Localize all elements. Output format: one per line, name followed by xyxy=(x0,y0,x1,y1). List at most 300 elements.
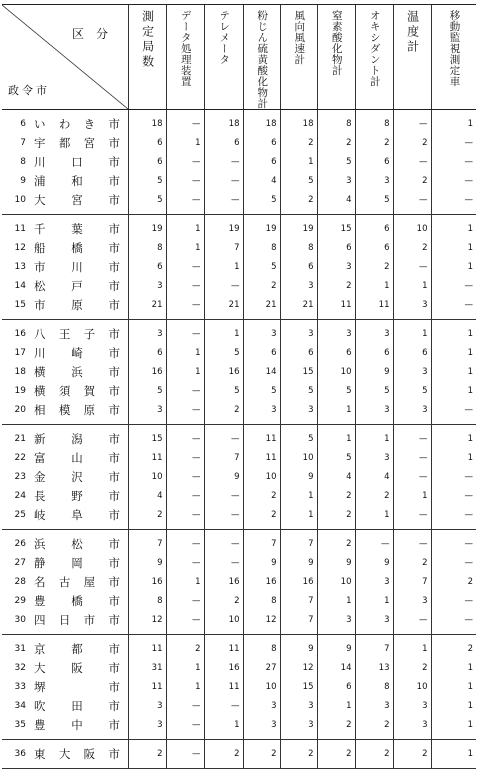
row-number: 6 xyxy=(20,118,26,129)
value-cell: 6 xyxy=(317,343,355,362)
value-cell: 3 xyxy=(128,400,166,419)
value-cell: — xyxy=(204,171,243,190)
value-cell: — xyxy=(431,467,476,486)
value-cell: 11 xyxy=(243,448,280,467)
value-cell: 11 xyxy=(355,295,393,314)
value-cell: 3 xyxy=(355,400,393,419)
value-cell: 3 xyxy=(355,324,393,343)
city-name xyxy=(30,696,128,715)
table-row xyxy=(2,190,476,209)
table-row xyxy=(2,658,476,677)
value-cell: 1 xyxy=(317,696,355,715)
value-cell: 1 xyxy=(431,696,476,715)
value-cell: 19 xyxy=(243,219,280,238)
city-name-text: い わ き 市 xyxy=(34,116,120,131)
value-cell: 3 xyxy=(355,171,393,190)
value-cell: — xyxy=(166,429,204,448)
value-cell: 21 xyxy=(128,295,166,314)
table-row xyxy=(2,715,476,734)
value-cell: — xyxy=(166,152,204,171)
city-name-text: 豊 橋 市 xyxy=(34,593,120,608)
value-cell: 2 xyxy=(204,400,243,419)
value-cell: 2 xyxy=(243,276,280,295)
value-cell: 5 xyxy=(317,152,355,171)
row-number: 29 xyxy=(14,595,26,606)
table-row xyxy=(2,534,476,553)
value-cell: — xyxy=(204,190,243,209)
value-cell: 11 xyxy=(204,639,243,658)
value-cell: 7 xyxy=(280,534,317,553)
value-cell: 12 xyxy=(128,610,166,629)
value-cell: 1 xyxy=(431,381,476,400)
value-cell: — xyxy=(204,534,243,553)
table-row xyxy=(2,677,476,696)
city-name-text: 市 原 市 xyxy=(34,297,120,312)
city-name xyxy=(30,343,128,362)
table-row xyxy=(2,219,476,238)
value-cell: — xyxy=(166,257,204,276)
value-cell: 2 xyxy=(317,715,355,734)
row-number: 34 xyxy=(14,700,26,711)
city-name xyxy=(30,133,128,152)
value-cell: 2 xyxy=(204,591,243,610)
value-cell: — xyxy=(166,486,204,505)
row-number: 27 xyxy=(14,557,26,568)
city-name-text: 豊 中 市 xyxy=(34,717,120,732)
city-name xyxy=(30,572,128,591)
value-cell: 2 xyxy=(355,257,393,276)
value-cell: 12 xyxy=(280,658,317,677)
value-cell: 2 xyxy=(393,238,431,257)
col-header-thermometer: 温度計 xyxy=(393,5,431,110)
city-name-text: 浦 和 市 xyxy=(34,173,120,188)
value-cell: 27 xyxy=(243,658,280,677)
value-cell: — xyxy=(431,171,476,190)
city-name xyxy=(30,324,128,343)
city-name xyxy=(30,467,128,486)
value-cell: — xyxy=(393,534,431,553)
value-cell: 1 xyxy=(431,744,476,763)
value-cell: 1 xyxy=(280,505,317,524)
city-name xyxy=(30,190,128,209)
value-cell: 5 xyxy=(317,448,355,467)
header-row xyxy=(2,5,476,110)
value-cell: 3 xyxy=(243,715,280,734)
city-monitoring-table-document xyxy=(2,4,476,769)
value-cell: 8 xyxy=(128,591,166,610)
value-cell: 2 xyxy=(317,276,355,295)
value-cell: — xyxy=(166,715,204,734)
value-cell: 11 xyxy=(204,677,243,696)
value-cell: 10 xyxy=(280,448,317,467)
value-cell: 21 xyxy=(280,295,317,314)
value-cell: 16 xyxy=(204,572,243,591)
value-cell: 2 xyxy=(431,572,476,591)
value-cell: 1 xyxy=(166,658,204,677)
value-cell: — xyxy=(393,257,431,276)
value-cell: — xyxy=(166,400,204,419)
value-cell: 16 xyxy=(128,362,166,381)
value-cell: 3 xyxy=(317,171,355,190)
value-cell: 3 xyxy=(393,715,431,734)
value-cell: — xyxy=(431,276,476,295)
row-number: 15 xyxy=(14,299,26,310)
value-cell: 31 xyxy=(128,658,166,677)
value-cell: 16 xyxy=(204,658,243,677)
value-cell: 3 xyxy=(317,610,355,629)
value-cell: 4 xyxy=(128,486,166,505)
city-name xyxy=(30,381,128,400)
city-name xyxy=(30,429,128,448)
value-cell: 10 xyxy=(128,467,166,486)
value-cell: 1 xyxy=(166,343,204,362)
city-name-text: 川 崎 市 xyxy=(34,345,120,360)
value-cell: 6 xyxy=(128,133,166,152)
city-name-text: 相 模 原 市 xyxy=(34,402,120,417)
value-cell: — xyxy=(166,553,204,572)
row-number: 32 xyxy=(14,662,26,673)
table-row xyxy=(2,257,476,276)
value-cell: 19 xyxy=(204,219,243,238)
value-cell: 5 xyxy=(355,381,393,400)
value-cell: — xyxy=(166,190,204,209)
city-name-text: 長 野 市 xyxy=(34,488,120,503)
row-number: 9 xyxy=(20,175,26,186)
value-cell: 1 xyxy=(204,257,243,276)
value-cell: 1 xyxy=(431,448,476,467)
value-cell: 3 xyxy=(393,591,431,610)
value-cell: 5 xyxy=(128,171,166,190)
value-cell: 8 xyxy=(243,591,280,610)
city-name xyxy=(30,591,128,610)
value-cell: 1 xyxy=(317,591,355,610)
value-cell: 1 xyxy=(204,324,243,343)
row-number: 8 xyxy=(20,156,26,167)
value-cell: — xyxy=(393,448,431,467)
city-name-text: 大 宮 市 xyxy=(34,192,120,207)
city-name-text: 堺 市 xyxy=(34,679,120,694)
city-name xyxy=(30,152,128,171)
city-name xyxy=(30,362,128,381)
city-name xyxy=(30,400,128,419)
value-cell: 19 xyxy=(128,219,166,238)
value-cell: 1 xyxy=(166,238,204,257)
value-cell: 1 xyxy=(431,677,476,696)
value-cell: — xyxy=(393,152,431,171)
row-number: 24 xyxy=(14,490,26,501)
value-cell: 10 xyxy=(393,677,431,696)
value-cell: — xyxy=(393,467,431,486)
value-cell: 3 xyxy=(280,696,317,715)
value-cell: 2 xyxy=(393,744,431,763)
row-number: 16 xyxy=(14,328,26,339)
value-cell: 3 xyxy=(243,696,280,715)
value-cell: 1 xyxy=(166,219,204,238)
value-cell: 1 xyxy=(431,238,476,257)
value-cell: 3 xyxy=(280,715,317,734)
value-cell: — xyxy=(166,534,204,553)
value-cell: 1 xyxy=(431,343,476,362)
value-cell: 1 xyxy=(355,591,393,610)
city-name-text: 松 戸 市 xyxy=(34,278,120,293)
city-name-text: 八 王 子 市 xyxy=(34,326,120,341)
value-cell: 1 xyxy=(355,429,393,448)
value-cell: 9 xyxy=(243,553,280,572)
value-cell: — xyxy=(431,610,476,629)
value-cell: 9 xyxy=(317,553,355,572)
city-name-text: 京 都 市 xyxy=(34,641,120,656)
value-cell: 1 xyxy=(166,572,204,591)
table-row xyxy=(2,553,476,572)
value-cell: — xyxy=(204,152,243,171)
value-cell: 2 xyxy=(166,639,204,658)
value-cell: 6 xyxy=(243,343,280,362)
value-cell: 15 xyxy=(280,362,317,381)
value-cell: 7 xyxy=(280,610,317,629)
value-cell: — xyxy=(166,467,204,486)
value-cell: 2 xyxy=(280,190,317,209)
value-cell: — xyxy=(431,400,476,419)
value-cell: 6 xyxy=(204,133,243,152)
value-cell: 1 xyxy=(431,324,476,343)
value-cell: 5 xyxy=(204,381,243,400)
city-name xyxy=(30,295,128,314)
city-name xyxy=(30,257,128,276)
row-number: 26 xyxy=(14,538,26,549)
value-cell: — xyxy=(166,276,204,295)
table-row xyxy=(2,744,476,763)
value-cell: 6 xyxy=(280,257,317,276)
value-cell: 11 xyxy=(243,429,280,448)
value-cell: 2 xyxy=(355,715,393,734)
value-cell: — xyxy=(431,133,476,152)
row-number: 19 xyxy=(14,385,26,396)
value-cell: 1 xyxy=(393,639,431,658)
value-cell: 15 xyxy=(128,429,166,448)
value-cell: — xyxy=(393,429,431,448)
table-row xyxy=(2,505,476,524)
col-header-wind: 風向風速計 xyxy=(280,5,317,110)
value-cell: 1 xyxy=(393,486,431,505)
row-number: 33 xyxy=(14,681,26,692)
value-cell: 9 xyxy=(317,639,355,658)
value-cell: — xyxy=(431,505,476,524)
table-row xyxy=(2,486,476,505)
value-cell: — xyxy=(431,152,476,171)
value-cell: 1 xyxy=(431,219,476,238)
value-cell: — xyxy=(204,696,243,715)
value-cell: — xyxy=(166,744,204,763)
city-name xyxy=(30,744,128,763)
value-cell: 6 xyxy=(393,343,431,362)
row-number: 25 xyxy=(14,509,26,520)
value-cell: — xyxy=(166,610,204,629)
value-cell: 5 xyxy=(280,429,317,448)
col-header-mobile-van: 移動監視測定車 xyxy=(431,5,476,110)
value-cell: 9 xyxy=(128,553,166,572)
value-cell: 6 xyxy=(128,343,166,362)
value-cell: 14 xyxy=(243,362,280,381)
value-cell: 9 xyxy=(280,553,317,572)
value-cell: 4 xyxy=(317,190,355,209)
value-cell: 2 xyxy=(317,744,355,763)
value-cell: 2 xyxy=(128,505,166,524)
table-row xyxy=(2,610,476,629)
value-cell: 5 xyxy=(243,190,280,209)
city-name xyxy=(30,715,128,734)
value-cell: 13 xyxy=(355,658,393,677)
value-cell: 2 xyxy=(317,486,355,505)
row-number: 31 xyxy=(14,643,26,654)
value-cell: 5 xyxy=(243,381,280,400)
city-name-text: 千 葉 市 xyxy=(34,221,120,236)
city-name-text: 東 大 阪 市 xyxy=(34,746,120,761)
city-name-text: 名 古 屋 市 xyxy=(34,574,120,589)
value-cell: 1 xyxy=(431,658,476,677)
value-cell: 10 xyxy=(204,610,243,629)
value-cell: 3 xyxy=(393,295,431,314)
value-cell: 5 xyxy=(128,381,166,400)
value-cell: 19 xyxy=(280,219,317,238)
value-cell: 3 xyxy=(355,696,393,715)
value-cell: 2 xyxy=(243,744,280,763)
value-cell: 3 xyxy=(393,362,431,381)
value-cell: 5 xyxy=(355,190,393,209)
city-name xyxy=(30,486,128,505)
row-number: 28 xyxy=(14,576,26,587)
value-cell: 1 xyxy=(280,152,317,171)
table-row xyxy=(2,362,476,381)
value-cell: 3 xyxy=(393,400,431,419)
value-cell: 11 xyxy=(128,448,166,467)
value-cell: — xyxy=(431,486,476,505)
table-row xyxy=(2,238,476,257)
table-row xyxy=(2,381,476,400)
value-cell: 11 xyxy=(317,295,355,314)
city-name-text: 横 須 賀 市 xyxy=(34,383,120,398)
value-cell: 21 xyxy=(243,295,280,314)
value-cell: 6 xyxy=(128,152,166,171)
value-cell: 9 xyxy=(355,362,393,381)
table-row xyxy=(2,572,476,591)
value-cell: — xyxy=(204,486,243,505)
value-cell: — xyxy=(393,505,431,524)
value-cell: — xyxy=(166,591,204,610)
value-cell: 1 xyxy=(166,133,204,152)
col-header-oxidant: オキシダント計 xyxy=(355,5,393,110)
city-name-text: 静 岡 市 xyxy=(34,555,120,570)
value-cell: 2 xyxy=(355,744,393,763)
value-cell: 8 xyxy=(243,639,280,658)
city-name-text: 横 浜 市 xyxy=(34,364,120,379)
value-cell: 5 xyxy=(243,257,280,276)
value-cell: 3 xyxy=(128,715,166,734)
table-row xyxy=(2,343,476,362)
city-name-text: 宇 都 宮 市 xyxy=(34,135,120,150)
value-cell: 18 xyxy=(204,114,243,133)
row-number: 13 xyxy=(14,261,26,272)
value-cell: — xyxy=(166,696,204,715)
value-cell: 11 xyxy=(128,639,166,658)
value-cell: 4 xyxy=(243,171,280,190)
value-cell: 2 xyxy=(243,486,280,505)
value-cell: 1 xyxy=(431,715,476,734)
value-cell: 14 xyxy=(317,658,355,677)
value-cell: 7 xyxy=(393,572,431,591)
value-cell: — xyxy=(204,553,243,572)
city-name xyxy=(30,219,128,238)
row-number: 17 xyxy=(14,347,26,358)
city-name-text: 大 阪 市 xyxy=(34,660,120,675)
value-cell: 1 xyxy=(431,114,476,133)
value-cell: 2 xyxy=(317,534,355,553)
stub-header-cell xyxy=(2,5,128,110)
value-cell: 7 xyxy=(204,238,243,257)
city-name xyxy=(30,448,128,467)
value-cell: 1 xyxy=(166,362,204,381)
value-cell: 2 xyxy=(393,171,431,190)
city-name xyxy=(30,553,128,572)
value-cell: 8 xyxy=(128,238,166,257)
row-number: 11 xyxy=(14,223,26,234)
col-header-telemeter: テレメータ xyxy=(204,5,243,110)
value-cell: 16 xyxy=(204,362,243,381)
value-cell: 2 xyxy=(128,744,166,763)
value-cell: — xyxy=(393,114,431,133)
value-cell: — xyxy=(431,295,476,314)
value-cell: 2 xyxy=(393,658,431,677)
value-cell: 8 xyxy=(243,238,280,257)
value-cell: 10 xyxy=(317,572,355,591)
value-cell: 18 xyxy=(280,114,317,133)
value-cell: 8 xyxy=(355,677,393,696)
table-row xyxy=(2,152,476,171)
value-cell: 15 xyxy=(317,219,355,238)
value-cell: 3 xyxy=(355,448,393,467)
value-cell: 10 xyxy=(243,467,280,486)
value-cell: — xyxy=(166,295,204,314)
city-name-text: 岐 阜 市 xyxy=(34,507,120,522)
value-cell: 6 xyxy=(128,257,166,276)
value-cell: 11 xyxy=(128,677,166,696)
value-cell: 10 xyxy=(317,362,355,381)
table-row xyxy=(2,696,476,715)
value-cell: 6 xyxy=(355,238,393,257)
value-cell: 8 xyxy=(280,238,317,257)
value-cell: 9 xyxy=(280,639,317,658)
row-number: 18 xyxy=(14,366,26,377)
value-cell: — xyxy=(204,505,243,524)
table-row xyxy=(2,324,476,343)
row-number: 36 xyxy=(14,748,26,759)
value-cell: 2 xyxy=(243,505,280,524)
city-name-text: 新 潟 市 xyxy=(34,431,120,446)
col-header-nitrogen-oxide: 窒素酸化物計 xyxy=(317,5,355,110)
value-cell: 4 xyxy=(355,467,393,486)
value-cell: 3 xyxy=(355,572,393,591)
value-cell: 1 xyxy=(355,276,393,295)
value-cell: 2 xyxy=(393,553,431,572)
value-cell: 3 xyxy=(128,324,166,343)
value-cell: — xyxy=(431,591,476,610)
row-number: 20 xyxy=(14,404,26,415)
value-cell: — xyxy=(355,534,393,553)
value-cell: 1 xyxy=(431,429,476,448)
value-cell: 2 xyxy=(355,133,393,152)
row-number: 21 xyxy=(14,433,26,444)
value-cell: 3 xyxy=(280,276,317,295)
value-cell: 1 xyxy=(317,429,355,448)
